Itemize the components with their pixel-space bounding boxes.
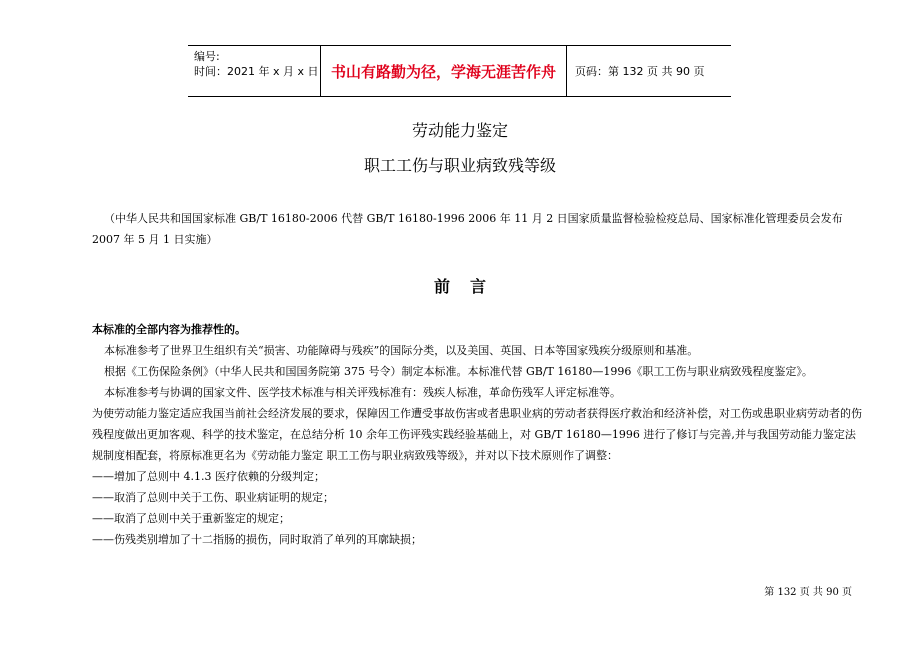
paragraph: 为使劳动能力鉴定适应我国当前社会经济发展的要求，保障因工作遭受事故伤害或者患职业病的劳动者获得医疗救治和经济补偿，对工伤或患职业病劳动者的伤残程度做出更加客观、科学的技术鉴定，在总结分析 10 余年工伤评残实践经验基础上，对 GB/T 16180—1996 进行了修订与完善,并与我国劳动能力鉴定法规制度相配套，将原标准更名为《劳动能力鉴定 职工工伤与职业病致残等级》，并对以下技术原则作了调整：	[92, 407, 862, 462]
paragraph: 根据《工伤保险条例》（中华人民共和国国务院第 375 号令）制定本标准。本标准代替 GB/T 16180—1996《职工工伤与职业病致残程度鉴定》。	[104, 365, 813, 378]
header-table	[188, 45, 731, 97]
list-item: ——伤残类别增加了十二指肠的损伤，同时取消了单列的耳廓缺损；	[92, 533, 422, 546]
number-label: 编号:	[194, 50, 220, 63]
standard-note: （中华人民共和国国家标准 GB/T 16180-2006 代替 GB/T 16180-1996 2006 年 11 月 2 日国家质量监督检验检疫总局、国家标准化管理委员会发布 2007 年 5 月 1 日实施）	[92, 212, 843, 246]
page-label: 页码：第 132 页 共 90 页	[575, 65, 705, 78]
document-subtitle: 职工工伤与职业病致残等级	[363, 156, 556, 175]
paragraph: 本标准参考与协调的国家文件、医学技术标准与相关评残标准有：残疾人标准，革命伤残军人评定标准等。	[104, 386, 621, 399]
list-item: ——取消了总则中关于工伤、职业病证明的规定；	[92, 491, 334, 504]
slogan: 书山有路勤为径，学海无涯苦作舟	[320, 46, 567, 96]
body-text	[92, 319, 864, 550]
section-title: 前言	[433, 277, 506, 296]
time-label: 时间：2021 年 x 月 x 日	[194, 65, 319, 78]
page-footer: 第 132 页 共 90 页	[764, 587, 852, 598]
paragraph: 本标准参考了世界卫生组织有关“损害、功能障碍与残疾”的国际分类，以及美国、英国、日本等国家残疾分级原则和基准。	[104, 344, 699, 357]
header-meta	[188, 46, 320, 96]
paragraph: 本标准的全部内容为推荐性的。	[92, 323, 246, 336]
list-item: ——取消了总则中关于重新鉴定的规定；	[92, 512, 290, 525]
list-item: ——增加了总则中 4.1.3 医疗依赖的分级判定；	[92, 470, 325, 483]
document-title: 劳动能力鉴定	[411, 121, 508, 140]
